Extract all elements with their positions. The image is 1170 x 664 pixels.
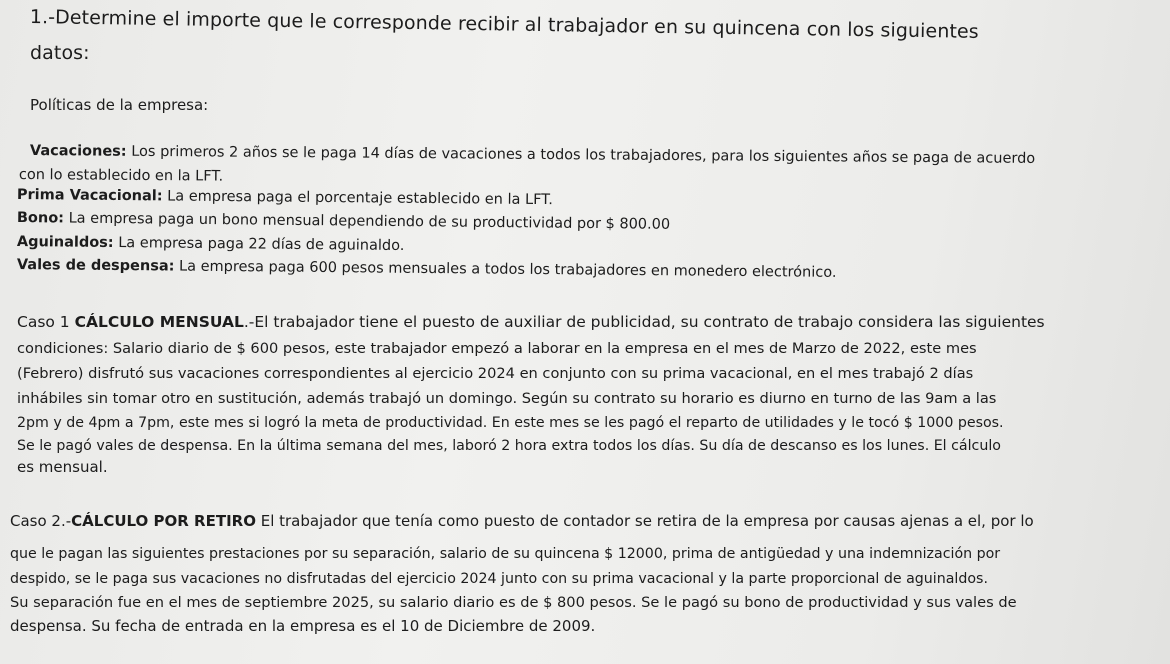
caso1-line-1 [17, 313, 1045, 331]
caso1-line-7: es mensual. [17, 458, 108, 476]
caso1-line-2: condiciones: Salario diario de $ 600 pesos, este trabajador empezó a laborar en la empresa en el mes de Marzo de 2022, este mes [17, 340, 977, 357]
caso1-line-6: Se le pagó vales de despensa. En la última semana del mes, laboró 2 hora extra todos los días. Su día de descanso es los lunes. El cálculo [17, 438, 1001, 454]
policy-aguinaldos-text: La empresa paga 22 días de aguinaldo. [113, 235, 405, 255]
caso1-line-5: 2pm y de 4pm a 7pm, este mes si logró la meta de productividad. En este mes se les pagó el reparto de utilidades y le tocó $ 1000 pesos. [17, 415, 1004, 431]
policy-prima-text: La empresa paga el porcentaje establecido en la LFT. [162, 188, 554, 209]
caso1-text: .-El trabajador tiene el puesto de auxiliar de publicidad, su contrato de trabajo considera las siguientes [243, 313, 1045, 331]
policy-vacaciones-text: Los primeros 2 años se le paga 14 días de vacaciones a todos los trabajadores, para los siguientes años se paga de acuerdo [126, 143, 1036, 167]
policy-bono [17, 209, 670, 234]
policy-vacaciones [30, 142, 1035, 168]
question-title-line1: 1.-Determine el importe que le corresponde recibir al trabajador en su quincena con los siguientes [29, 6, 979, 43]
policy-aguinaldos-label: Aguinaldos: [16, 233, 114, 252]
caso1-line-4: inhábiles sin tomar otro en sustitución, además trabajó un domingo. Según su contrato su horario es diurno en turno de las 9am a las [17, 390, 997, 407]
caso2-line-3: despido, se le paga sus vacaciones no disfrutadas del ejercicio 2024 junto con su prima vacacional y la parte proporcional de aguinaldos. [10, 571, 988, 587]
caso1-line-3: (Febrero) disfrutó sus vacaciones correspondientes al ejercicio 2024 en conjunto con su prima vacacional, en el mes trabajó 2 días [17, 365, 974, 382]
policy-prima-label: Prima Vacacional: [16, 186, 163, 205]
caso2-title: CÁLCULO POR RETIRO [71, 512, 256, 530]
caso2-prefix: Caso 2.- [10, 512, 72, 530]
policy-vales-text: La empresa paga 600 pesos mensuales a todos los trabajadores en monedero electrónico. [174, 258, 837, 281]
caso2-line-2: que le pagan las siguientes prestaciones por su separación, salario de su quincena $ 12000, prima de antigüedad y una indemnización por [10, 546, 1001, 562]
policy-bono-text: La empresa paga un bono mensual dependiendo de su productividad por $ 800.00 [63, 210, 671, 233]
caso1-title: CÁLCULO MENSUAL [74, 313, 244, 331]
policy-prima [17, 186, 553, 209]
policy-vales-label: Vales de despensa: [16, 256, 175, 275]
caso2-line-5: despensa. Su fecha de entrada en la empresa es el 10 de Diciembre de 2009. [10, 617, 596, 635]
caso2-text: El trabajador que tenía como puesto de contador se retira de la empresa por causas ajenas a el, por lo [255, 512, 1034, 530]
caso2-line-4: Su separación fue en el mes de septiembre 2025, su salario diario es de $ 800 pesos. Se le pagó su bono de productividad y sus vales de [10, 594, 1017, 611]
policy-bono-label: Bono: [16, 209, 65, 227]
caso1-prefix: Caso 1 [17, 313, 75, 331]
policy-aguinaldos [17, 233, 405, 255]
policy-vacaciones-label: Vacaciones: [29, 142, 127, 160]
policy-vacaciones-cont: con lo establecido en la LFT. [18, 166, 224, 185]
caso2-line-1 [10, 512, 1034, 530]
policies-heading: Políticas de la empresa: [30, 96, 209, 114]
policy-vales [17, 256, 837, 282]
question-title-line2: datos: [30, 42, 90, 64]
